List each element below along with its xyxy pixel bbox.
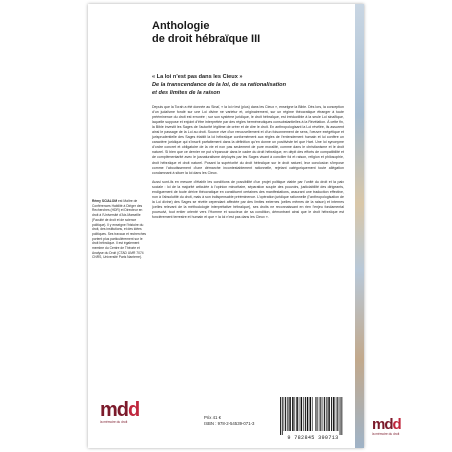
barcode-bar xyxy=(320,397,321,431)
barcode-bar xyxy=(326,397,327,431)
barcode-bar xyxy=(328,397,330,431)
subtitle-quote: « La loi n’est pas dans les Cieux » xyxy=(152,74,243,80)
price-label: Prix 41 € xyxy=(204,415,221,420)
barcode-digits: 9 782845 390713 xyxy=(287,435,339,441)
publisher-logo-outside-mark: mdd xyxy=(372,416,401,433)
barcode-bar xyxy=(295,397,296,431)
barcode-guard-bar xyxy=(341,397,342,435)
book-back-cover xyxy=(88,4,364,448)
subtitle-line3: et des limites de la raison xyxy=(152,90,221,96)
book-title-line1: Anthologie xyxy=(152,20,210,32)
price-block xyxy=(204,415,254,427)
barcode-bar xyxy=(324,397,325,431)
barcode-bar xyxy=(303,397,304,431)
summary-paragraph-2: Aussi sont-ils en mesure d’établir les conditions de possibilité d’un projet politique viable par l’unité du droit et la paix sociale : loi de la majorité articulée à l’opinion minoritaire, séparation souple des pouvoirs, justiciabilité des dirigeants, endiguement de toute dérive théocratique en constituent certaines des manifestations, assurant une traduction effective, non à l’absolutité du droit, mais à son indispensable prééminence. L’opération juridique rationnelle (l’anthropologisation de la Loi divine) des Sages se révèle cependant affectée par des limites externes (celles mêmes de la raison) et internes (celles relevant de la méthodologie interprétative hébraïque), ses droits ne reconnaissant en rien l’enjeu fondamental poursuivi, tout entier orienté vers l’Homme et soucieux de sa condition, démontrant ainsi que le droit hébraïque est foncièrement terrestre et humain et que « la loi n’est pas dans les Cieux ». xyxy=(152,179,344,219)
publisher-tagline: la mémoire du droit xyxy=(100,420,128,424)
author-bio xyxy=(92,199,148,260)
barcode-bar xyxy=(337,397,338,431)
barcode-bar xyxy=(284,397,285,431)
summary-paragraph-1: Depuis que la Torah a été donnée au Sinaï, « la loi n’est (plus) dans les Cieux », enseigne la Bible. Dès lors, la conception d’un judaïsme fondé sur une Loi divine ne varietur et, originairement, sur un régime théocratique étranger à toute prééminence du droit est erronée ; sur son système juridique, le droit hébraïque, est irréductible à la seule Loi sinaïtique, laquelle suppose et enjoint d’être interprétée par des règles herméneutiques consubstantielles à la Révélation. À cette fin, la Bible investit les Sages de l’autorité légitime de créer et de dire le droit. En anthropologisant la Loi révélée, ils assurent ainsi le passage de la Loi au droit. Source vive d’un renouvellement et d’un foisonnement de sens, l’œuvre exégétique et jurisprudentielle des Sages établit la loi hébraïque conformément aux règles de l’entendement humain et lui confère un caractère juridique qui s’inscrit parfaitement dans la définition qu’en donne un positiviste tel que Hart. Une loi synonyme d’ordre concret et obligatoire de la vie et non pas seulement de pure moralité, comme dans le christianisme et le droit naturel. Si bien que ce dernier ne put s’épanouir dans le cadre du droit hébraïque, en dépit des efforts de compatibilité et de complémentarité avec le jusnaturalisme déployés par les Sages visant à concilier foi et raison, religion et philosophie, droit hébraïque et droit naturel. Posant la supériorité du droit hébraïque sur le droit naturel, leur conclusion s’impose comme l’aboutissement d’une démarche incontestablement rationnelle, rejetant catégoriquement toute allégation condamnant à situer la loi dans les Cieux. xyxy=(152,105,344,175)
book-title xyxy=(152,20,342,46)
barcode-bar xyxy=(331,397,332,431)
barcode-bar xyxy=(317,397,318,431)
barcode-bar xyxy=(296,397,298,431)
barcode-bar xyxy=(301,397,303,431)
barcode-bar xyxy=(287,397,288,431)
author-bio-text: est Maître de Conférences Habilité à Diriger des Recherches (HDR) et Directeur en droit à l’Université d’Aix-Marseille (Faculté de droit et de science politique). Il y enseigne l’histoire du droit, des institutions, et des idées politiques. Ses travaux et recherches portent plus particulièrement sur le droit hébraïque. Il est également membre du Centre de Théorie et Analyse du Droit (CTAD UMR 7074 CNRS, Université Paris Nanterre). xyxy=(92,199,147,260)
barcode-bars xyxy=(276,397,350,435)
book-summary xyxy=(152,105,344,224)
barcode-bar xyxy=(305,397,306,431)
barcode-bar xyxy=(292,397,294,431)
barcode-guard-bar xyxy=(280,397,281,435)
publisher-outside-tagline: la mémoire du droit xyxy=(372,432,400,436)
book-title-line2: de droit hébraïque III xyxy=(152,33,261,45)
barcode-bar xyxy=(289,397,291,431)
barcode-bar xyxy=(310,397,312,431)
barcode-guard-bar xyxy=(282,397,283,435)
barcode-bar xyxy=(307,397,309,431)
publisher-logo xyxy=(100,401,140,431)
subtitle-line2: De la transcendance de la loi, de sa rationalisation xyxy=(152,82,286,88)
barcode-bar xyxy=(285,397,286,431)
barcode-bar xyxy=(315,397,316,431)
barcode-bar xyxy=(333,397,335,431)
publisher-logo-mark: mdd xyxy=(100,399,140,421)
cover-art-strip xyxy=(355,4,364,448)
publisher-logo-outside xyxy=(372,418,442,436)
barcode-bar xyxy=(299,397,300,431)
isbn-barcode xyxy=(276,397,350,443)
author-name: Rémy SCIALOM xyxy=(92,199,118,203)
barcode-bar xyxy=(323,397,324,431)
isbn-label: ISBN : 978-2-54539-071-3 xyxy=(204,421,255,426)
barcode-bar xyxy=(336,397,337,431)
barcode-bar xyxy=(319,397,320,431)
book-subtitle xyxy=(152,73,342,97)
barcode-guard-bar xyxy=(340,397,341,435)
barcode-bar xyxy=(312,397,313,431)
